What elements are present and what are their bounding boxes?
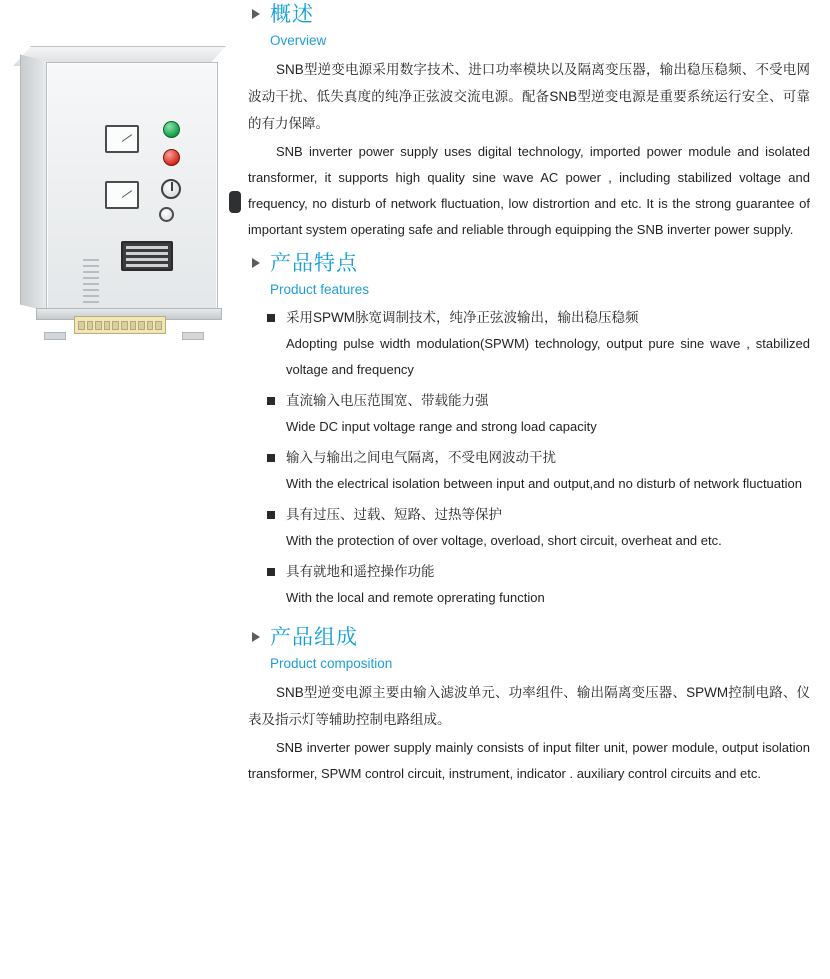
square-bullet-icon bbox=[267, 511, 275, 519]
section-overview bbox=[248, 0, 810, 243]
push-button-switch bbox=[159, 207, 174, 222]
digital-meter-panel bbox=[121, 241, 173, 271]
rotary-selector-switch bbox=[161, 179, 181, 199]
feature-text-en: Wide DC input voltage range and strong load capacity bbox=[286, 419, 597, 434]
red-indicator-lamp bbox=[163, 149, 180, 166]
composition-paragraph-en: SNB inverter power supply mainly consists of input filter unit, power module, output isolation transformer, SPWM control circuit, instrument, indicator . auxiliary control circuits and etc. bbox=[248, 740, 810, 781]
feature-text-cn-row bbox=[266, 502, 810, 528]
section-title-en: Product composition bbox=[270, 656, 393, 671]
list-item bbox=[266, 388, 810, 440]
section-title-en: Overview bbox=[270, 33, 327, 48]
section-composition-heading bbox=[248, 623, 810, 675]
list-item bbox=[266, 445, 810, 497]
feature-text-cn-row bbox=[266, 305, 810, 331]
list-item bbox=[266, 305, 810, 383]
cabinet-side-panel bbox=[20, 55, 48, 312]
triangle-right-icon bbox=[252, 9, 260, 19]
section-product-composition bbox=[248, 623, 810, 787]
green-indicator-lamp bbox=[163, 121, 180, 138]
feature-text-en: With the protection of over voltage, overload, short circuit, overheat and etc. bbox=[286, 533, 722, 548]
cabinet-foot-left bbox=[44, 332, 66, 340]
square-bullet-icon bbox=[267, 568, 275, 576]
composition-paragraph-cn: SNB型逆变电源主要由输入滤波单元、功率组件、输出隔离变压器、SPWM控制电路、仪表及指示灯等辅助控制电路组成。 bbox=[248, 685, 810, 727]
triangle-right-icon bbox=[252, 258, 260, 268]
door-handle bbox=[229, 191, 241, 213]
feature-text-en: With the local and remote oprerating function bbox=[286, 590, 545, 605]
feature-text-en: With the electrical isolation between input and output,and no disturb of network fluctuation bbox=[286, 476, 802, 491]
section-product-features bbox=[248, 249, 810, 611]
feature-text-cn: 采用SPWM脉宽调制技术，纯净正弦波输出，输出稳压稳频 bbox=[286, 310, 639, 325]
feature-list bbox=[248, 305, 810, 611]
feature-text-cn-row bbox=[266, 445, 810, 471]
cabinet-foot-right bbox=[182, 332, 204, 340]
snb-inverter-power-supply-cabinet bbox=[14, 40, 234, 330]
section-features-heading bbox=[248, 249, 810, 301]
overview-paragraph-cn: SNB型逆变电源采用数字技术、进口功率模块以及隔离变压器，输出稳压稳频、不受电网波动干扰、低失真度的纯净正弦波交流电源。配备SNB型逆变电源是重要系统运行安全、可靠的有力保障。 bbox=[248, 62, 810, 131]
triangle-right-icon bbox=[252, 632, 260, 642]
cabinet-front-panel bbox=[46, 62, 218, 310]
list-item bbox=[266, 559, 810, 611]
section-title-cn: 概述 bbox=[270, 3, 314, 26]
product-image-column bbox=[0, 0, 248, 979]
overview-paragraph-en: SNB inverter power supply uses digital technology, imported power module and isolated transformer, it supports high quality sine wave AC power , including stabilized voltage and frequency, no disturb of network fluctuation, low distrortion and etc. It is the strong guarantee of important system operating safe and reliable through equipping the SNB inverter power supply. bbox=[248, 144, 810, 237]
feature-text-cn-row bbox=[266, 559, 810, 585]
feature-text-cn: 直流输入电压范围宽、带载能力强 bbox=[286, 393, 489, 408]
feature-text-cn: 具有过压、过载、短路、过热等保护 bbox=[286, 507, 502, 522]
section-overview-heading bbox=[248, 0, 810, 52]
square-bullet-icon bbox=[267, 454, 275, 462]
feature-text-cn: 具有就地和遥控操作功能 bbox=[286, 564, 435, 579]
ventilation-louvers-icon bbox=[83, 259, 99, 305]
square-bullet-icon bbox=[267, 314, 275, 322]
feature-text-en: Adopting pulse width modulation(SPWM) technology, output pure sine wave , stabilized voltage and frequency bbox=[286, 336, 810, 377]
list-item bbox=[266, 502, 810, 554]
section-title-cn: 产品特点 bbox=[270, 252, 358, 275]
feature-text-cn-row bbox=[266, 388, 810, 414]
content-column bbox=[248, 0, 830, 793]
terminal-strip bbox=[74, 316, 166, 334]
feature-text-cn: 输入与输出之间电气隔离，不受电网波动干扰 bbox=[286, 450, 556, 465]
section-title-en: Product features bbox=[270, 282, 370, 297]
analog-meter-upper bbox=[105, 125, 139, 153]
section-title-cn: 产品组成 bbox=[270, 626, 358, 649]
square-bullet-icon bbox=[267, 397, 275, 405]
analog-meter-lower bbox=[105, 181, 139, 209]
